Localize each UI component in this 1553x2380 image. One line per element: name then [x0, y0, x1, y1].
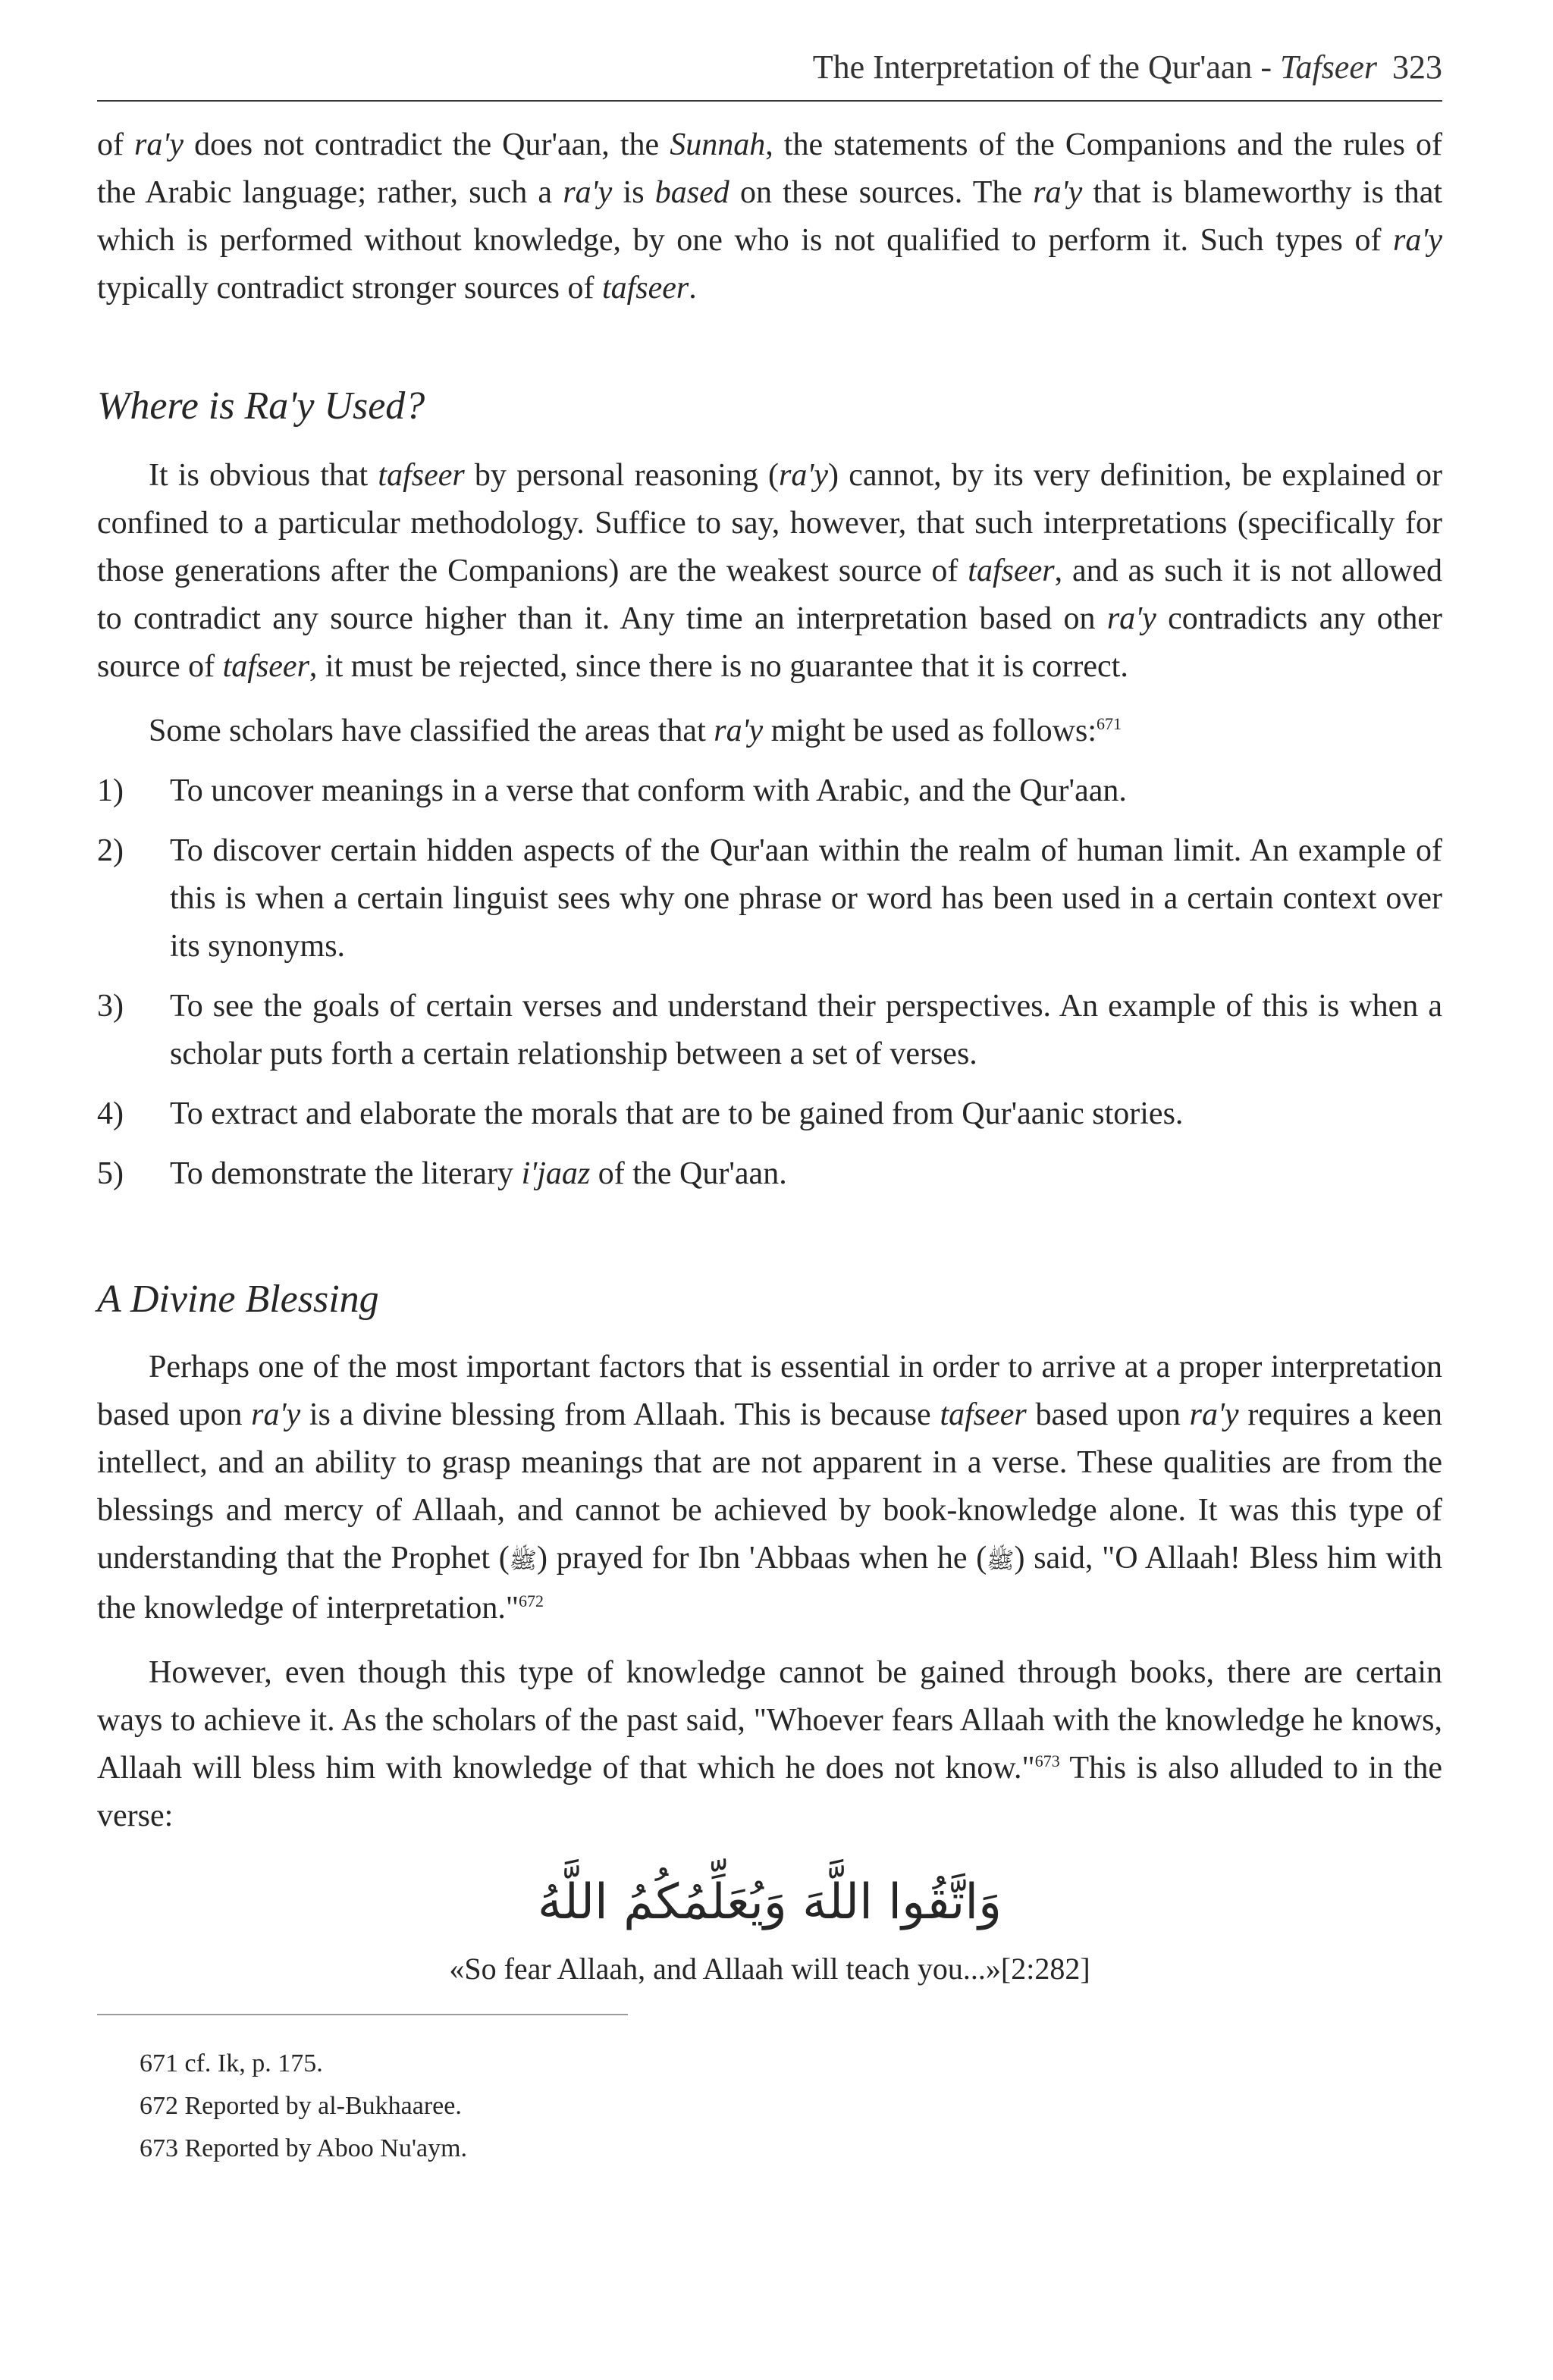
page-number: 323: [1392, 49, 1442, 86]
section2-paragraph-2: However, even though this type of knowledge cannot be gained through books, there are certain ways to achieve it. As the scholars of the past said, "Whoever fears Allaah with the knowledge he knows, Allaah will bless him with knowledge of that which he does not know."$^{673}$ This is also alluded to in the verse:: [97, 1655, 1443, 1833]
verse-translation: «So fear Allaah, and Allaah will teach you...»[2:282]: [449, 1952, 1090, 1986]
page-body: [97, 121, 1442, 2170]
section-heading-ray-used: Where is Ra'y Used?: [97, 384, 425, 428]
section1-paragraph-1: It is obvious that tafseer by personal reasoning (ra'y) cannot, by its very definition, be explained or confined to a particular methodology. Suffice to say, however, that such interpretations (specifically for those generations after the Companions) are the weakest source of tafseer, and as such it is not allowed to contradict any source higher than it. Any time an interpretation based on ra'y contradicts any other source of tafseer, it must be rejected, since there is no guarantee that it is correct.: [97, 458, 1443, 684]
arabic-verse: وَاتَّقُوا اللَّهَ وَيُعَلِّمُكُمُ اللَّهُ: [537, 1874, 1002, 1930]
footnote-ref-673[interactable]: 673: [1034, 1751, 1060, 1770]
header-title: The Interpretation of the Qur'aan -: [812, 49, 1281, 86]
footnote-671: 671 cf. Ik, p. 175.: [140, 2049, 323, 2077]
list-item: 3) To see the goals of certain verses and understand their perspectives. An example of this is when a scholar puts forth a certain relationship between a set of verses.: [97, 989, 1442, 1071]
footnote-divider: [97, 2014, 628, 2015]
running-header: [97, 44, 1442, 102]
footnote-673: 673 Reported by Aboo Nu'aym.: [140, 2134, 468, 2162]
header-title-italic: Tafseer: [1280, 49, 1377, 86]
salutation-icon: ﷺ: [509, 1547, 537, 1574]
list-item: 4) To extract and elaborate the morals that are to be gained from Qur'aanic stories.: [97, 1096, 1184, 1131]
section1-paragraph-2: Some scholars have classified the areas that ra'y might be used as follows:$^{671}$: [149, 713, 1122, 748]
ray-uses-list: [97, 767, 1442, 1198]
list-item: 1) To uncover meanings in a verse that conform with Arabic, and the Qur'aan.: [97, 773, 1127, 808]
section2-paragraph-1: Perhaps one of the most important factors that is essential in order to arrive at a proper interpretation based upon ra'y is a divine blessing from Allaah. This is because tafseer based upon ra'y requires a keen intellect, and an ability to grasp meanings that are not apparent in a verse. These qualities are from the blessings and mercy of Allaah, and cannot be achieved by book-knowledge alone. It was this type of understanding that the Prophet (ﷺ) prayed for Ibn 'Abbaas when he (ﷺ) said, "O Allaah! Bless him with the knowledge of interpretation."$^{672}$: [97, 1350, 1443, 1626]
section-heading-divine-blessing: A Divine Blessing: [97, 1278, 379, 1321]
footnote-672: 672 Reported by al-Bukhaaree.: [140, 2092, 462, 2120]
footnotes: [97, 2043, 1442, 2170]
footnote-ref-671[interactable]: 671: [1097, 714, 1122, 733]
list-item: 5) To demonstrate the literary i'jaaz of the Qur'aan.: [97, 1156, 787, 1191]
intro-paragraph: of ra'y does not contradict the Qur'aan, the Sunnah, the statements of the Companions and the rules of the Arabic language; rather, such a ra'y is based on these sources. The ra'y that is blameworthy is that which is performed without knowledge, by one who is not qualified to perform it. Such types of ra'y typically contradict stronger sources of tafseer.: [97, 127, 1443, 306]
list-item: 2) To discover certain hidden aspects of the Qur'aan within the realm of human limit. An example of this is when a certain linguist sees why one phrase or word has been used in a certain context over its synonyms.: [97, 833, 1442, 964]
footnote-ref-672[interactable]: 672: [518, 1591, 544, 1610]
salutation-icon: ﷺ: [987, 1547, 1015, 1574]
